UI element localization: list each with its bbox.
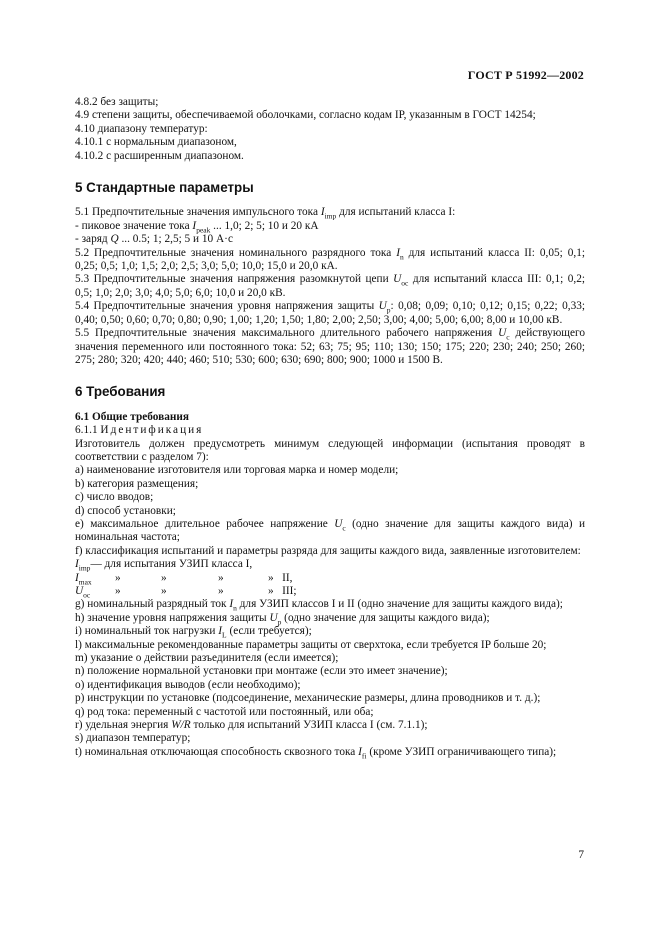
list-item-h: h) значение уровня напряжения защиты $U_p$ (одно значение для защиты каждого вида);: [75, 611, 490, 627]
list-item-o: o) идентификация выводов (если необходимо);: [75, 678, 301, 691]
clause-5-3: 5.3 Предпочтительные значения напряжения разомкнутой цепи $U_{oc}$ для испытаний класса III: 0,1; 0,2; 0,5; 1,0; 2,0; 3,0; 4,0; 5,0; 6,0; 10,0 и 20,0 кВ.: [75, 273, 585, 299]
list-item-c: c) число вводов;: [75, 491, 154, 504]
clause-5-1-peak: - пиковое значение тока $I_{peak}$ ... 1,0; 2; 5; 10 и 20 кА: [75, 219, 319, 235]
list-item-i: i) номинальный ток нагрузки $I_L$ (если требуется);: [75, 625, 312, 640]
list-item-s: s) диапазон температур;: [75, 732, 191, 745]
clause-4-9: 4.9 степени защиты, обеспечиваемой оболочками, согласно кодам IP, указанным в ГОСТ 14254;: [75, 109, 536, 122]
list-item-f: f) классификация испытаний и параметры разряда для защиты каждого вида, заявленные изготовителем:: [75, 544, 581, 557]
list-item-e: e) максимальное длительное рабочее напряжение $U_c$ (одно значение для защиты каждого вида) и номинальная частота;: [75, 517, 586, 544]
clause-6-1-1: 6.1.1 Идентификация: [75, 424, 204, 437]
list-item-a: a) наименование изготовителя или торговая марка и номер модели;: [75, 464, 399, 477]
clause-5-2: 5.2 Предпочтительные значения номинального разрядного тока $I_n$ для испытаний класса II: 0,05; 0,1; 0,25; 0,5; 1,0; 1,5; 2,0; 2,5; 3,0; 5,0; 10,0; 15,0 и 20,0 кА.: [75, 246, 585, 273]
list-item-r: r) удельная энергия W/R только для испытаний УЗИП класса I (см. 7.1.1);: [75, 719, 428, 732]
clause-5-4: 5.4 Предпочтительные значения уровня напряжения защиты $U_p$: 0,08; 0,09; 0,10; 0,12; 0,15; 0,22; 0,33; 0,40; 0,50; 0,60; 0,70; 0,80; 0,90; 1,00; 1,20; 1,50; 1,80; 2,00; 2,50; 3,00; 4,00; 5,00; 6,00; 8,00 и 10,00 кВ.: [75, 300, 586, 326]
clause-4-10-2: 4.10.2 с расширенным диапазоном.: [75, 149, 244, 162]
page-content: [75, 96, 585, 759]
clause-5-1: 5.1 Предпочтительные значения импульсного тока $I_{imp}$ для испытаний класса I:: [75, 206, 456, 221]
page-number: 7: [578, 849, 584, 861]
list-item-n: n) положение нормальной установки при монтаже (если это имеет значение);: [75, 665, 448, 678]
list-item-t: t) номинальная отключающая способность сквозного тока $I_{fi}$ (кроме УЗИП ограничивающего типа);: [75, 745, 557, 761]
clause-4-10: 4.10 диапазону температур:: [75, 122, 208, 135]
test-class-row-1: $I_{imp}—$ для испытания УЗИП класса I,: [75, 558, 253, 573]
test-class-row-2: $I_{max}$ » » » » II,: [75, 571, 293, 586]
list-item-d: d) способ установки;: [75, 504, 176, 517]
test-class-row-3: $U_{oc}$ » » » » III;: [75, 585, 297, 600]
list-item-m: m) указание о действии разъединителя (если имеется);: [75, 652, 339, 665]
identification-intro: Изготовитель должен предусмотреть минимум следующей информации (испытания проводят в соответствии с разделом 7):: [75, 437, 585, 463]
section-5-title: 5 Стандартные параметры: [75, 180, 254, 196]
list-item-g: g) номинальный разрядный ток $I_n$ для УЗИП классов I и II (одно значение для защиты каждого вида);: [75, 598, 563, 613]
list-item-p: p) инструкции по установке (подсоединение, механические размеры, длина проводников и т. д.);: [75, 692, 541, 705]
document-header: ГОСТ Р 51992—2002: [467, 68, 584, 82]
list-item-b: b) категория размещения;: [75, 477, 199, 490]
list-item-q: q) род тока: переменный с частотой или постоянный, или оба;: [75, 705, 374, 718]
section-6-title: 6 Требования: [75, 384, 166, 400]
clause-5-1-charge: - заряд Q ... 0.5; 1; 2,5; 5 и 10 А·с: [75, 233, 233, 246]
clause-4-8-2: 4.8.2 без защиты;: [75, 96, 159, 108]
clause-5-5: 5.5 Предпочтительные значения максимального длительного рабочего напряжения $U_c$ действующего значения переменного или постоянного тока: 52; 63; 75; 95; 110; 130; 150; 175; 220; 230; 240; 250; 260; 275; 280; 320; 420; 440; 460; 510; 530; 600; 630; 690; 800; 900; 1000 и 1500 В.: [75, 327, 585, 366]
clause-4-10-1: 4.10.1 с нормальным диапазоном,: [75, 136, 237, 149]
list-item-l: l) максимальные рекомендованные параметры защиты от сверхтока, если требуется IP больше 20;: [75, 638, 547, 651]
subsection-6-1-title: 6.1 Общие требования: [75, 410, 189, 423]
